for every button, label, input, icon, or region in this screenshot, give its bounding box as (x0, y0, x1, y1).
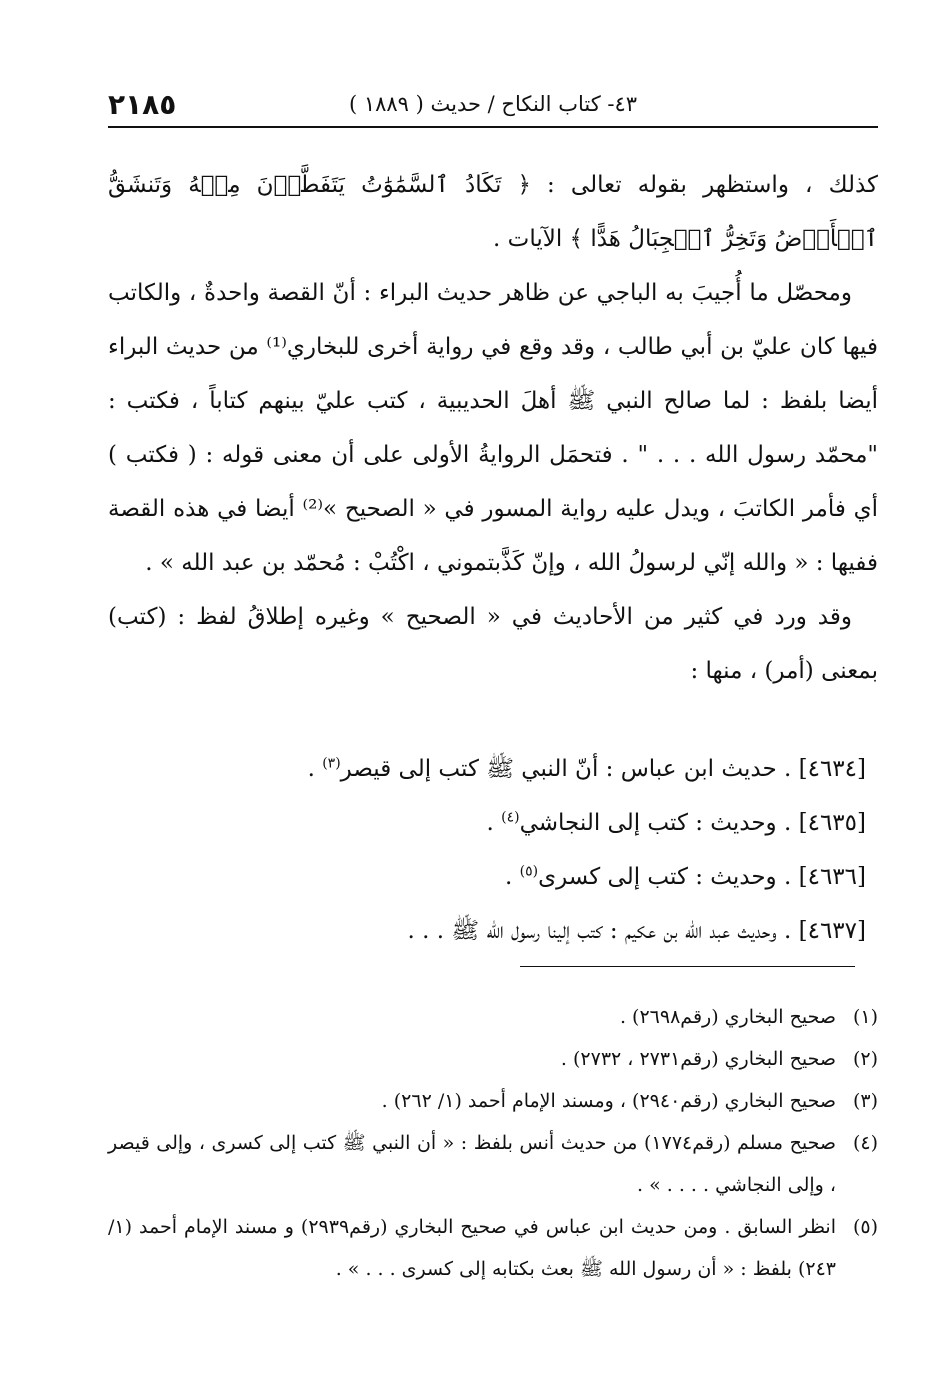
footnote-text: انظر السابق . ومن حديث ابن عباس في صحيح البخاري (رقم٢٩٣٩) و مسند الإمام أحمد (١/ ٢٤٣) بلفظ : « أن رسول الله ﷺ بعث بكتابه إلى كسرى . . . » . (108, 1216, 836, 1280)
hadith-list (140, 742, 866, 958)
page-number: ٢١٨٥ (108, 88, 177, 121)
hadith-end: . (307, 756, 323, 782)
footnote-marker: (٢) (852, 1048, 878, 1070)
hadith-end: . (504, 864, 520, 890)
footnote-text: صحيح البخاري (رقم٢٩٤٠) ، ومسند الإمام أحمد (١/ ٢٦٢) . (381, 1090, 836, 1112)
footnote-text: صحيح البخاري (رقم٢٦٩٨) . (619, 1006, 836, 1028)
hadith-number: [٤٦٣٦] (798, 864, 866, 890)
footnote-marker: (٥) (852, 1216, 878, 1238)
hadith-end: . (486, 810, 502, 836)
hadith-item: [٤٦٣٦] . وحديث : كتب إلى كسرى$^{(٥)}$ . (504, 863, 866, 890)
hadith-text: وحديث عبد الله بن عكيم : كتب إلينا رسول الله ﷺ . . . (407, 918, 777, 944)
hadith-number: [٤٦٣٤] (798, 756, 866, 782)
footnote (108, 1206, 878, 1290)
hadith-text: وحديث : كتب إلى النجاشي (519, 810, 777, 836)
footnote-text: صحيح البخاري (رقم٢٧٣١ ، ٢٧٣٢) . (560, 1048, 836, 1070)
hadith-item: [٤٦٣٤] . حديث ابن عباس : أنّ النبي ﷺ كتب إلى قيصر$^{(٣)}$ . (307, 755, 866, 782)
page-header (108, 82, 878, 128)
footnotes (108, 996, 878, 1290)
paragraph: كذلك ، واستظهر بقوله تعالى : ﴿ تَكَادُ ٱلسَّمَٰوَٰتُ يَتَفَطَّرۡنَ مِنۡهُ وَتَنشَقُّ ٱلۡأَرۡضُ وَتَخِرُّ ٱلۡجِبَالُ هَدًّا ﴾ الآيات . (108, 172, 878, 252)
footnote (108, 1038, 878, 1080)
footnote-ref: (٥) (519, 863, 539, 880)
footnote (108, 996, 878, 1038)
footnote-marker: (٤) (852, 1132, 878, 1154)
footnote-ref: (٣) (322, 755, 341, 772)
paragraph: وقد ورد في كثير من الأحاديث في « الصحيح » وغيره إطلاقُ لفظ : (كتب) بمعنى (أمر) ، منها : (108, 604, 878, 684)
hadith-number: [٤٦٣٥] (798, 810, 866, 836)
footnote-marker: (٣) (852, 1090, 878, 1112)
footnote-separator (520, 966, 855, 967)
footnote-text: صحيح مسلم (رقم١٧٧٤) من حديث أنس بلفظ : « أن النبي ﷺ كتب إلى كسرى ، وإلى قيصر ، وإلى النجاشي . . . . » . (108, 1132, 836, 1196)
hadith-number: [٤٦٣٧] (798, 918, 866, 944)
main-text (108, 158, 878, 698)
paragraph: ومحصّل ما أُجيبَ به الباجي عن ظاهر حديث البراء : أنّ القصة واحدةٌ ، والكاتب فيها كان عليّ بن أبي طالب ، وقد وقع في رواية أخرى للبخاري⁽¹⁾ من حديث البراء أيضا بلفظ : لما صالح النبي ﷺ أهلَ الحديبية ، كتب عليّ بينهم كتاباً ، فكتب : "محمّد رسول الله . . . " . فتحمَل الروايةُ الأولى على أن معنى قوله : ( فكتب ) أي فأمر الكاتبَ ، ويدل عليه رواية المسور في « الصحيح »⁽²⁾ أيضا في هذه القصة ففيها : « والله إنّي لرسولُ الله ، وإنّ كَذَّبتموني ، اكْتُبْ : مُحمّد بن عبد الله » . (108, 280, 879, 576)
running-title: ٤٣- كتاب النكاح / حديث ( ١٨٨٩ ) (348, 92, 638, 116)
hadith-text: وحديث : كتب إلى كسرى (538, 864, 777, 890)
footnote-ref: (٤) (501, 809, 520, 826)
footnote (108, 1080, 878, 1122)
footnote-marker: (١) (852, 1006, 878, 1028)
hadith-item: [٤٦٣٥] . وحديث : كتب إلى النجاشي$^{(٤)}$ . (486, 809, 866, 836)
hadith-text: حديث ابن عباس : أنّ النبي ﷺ كتب إلى قيصر (340, 756, 777, 782)
hadith-item: [٤٦٣٧] . وحديث عبد الله بن عكيم : كتب إلينا رسول الله ﷺ . . . (407, 918, 866, 944)
footnote (108, 1122, 878, 1206)
